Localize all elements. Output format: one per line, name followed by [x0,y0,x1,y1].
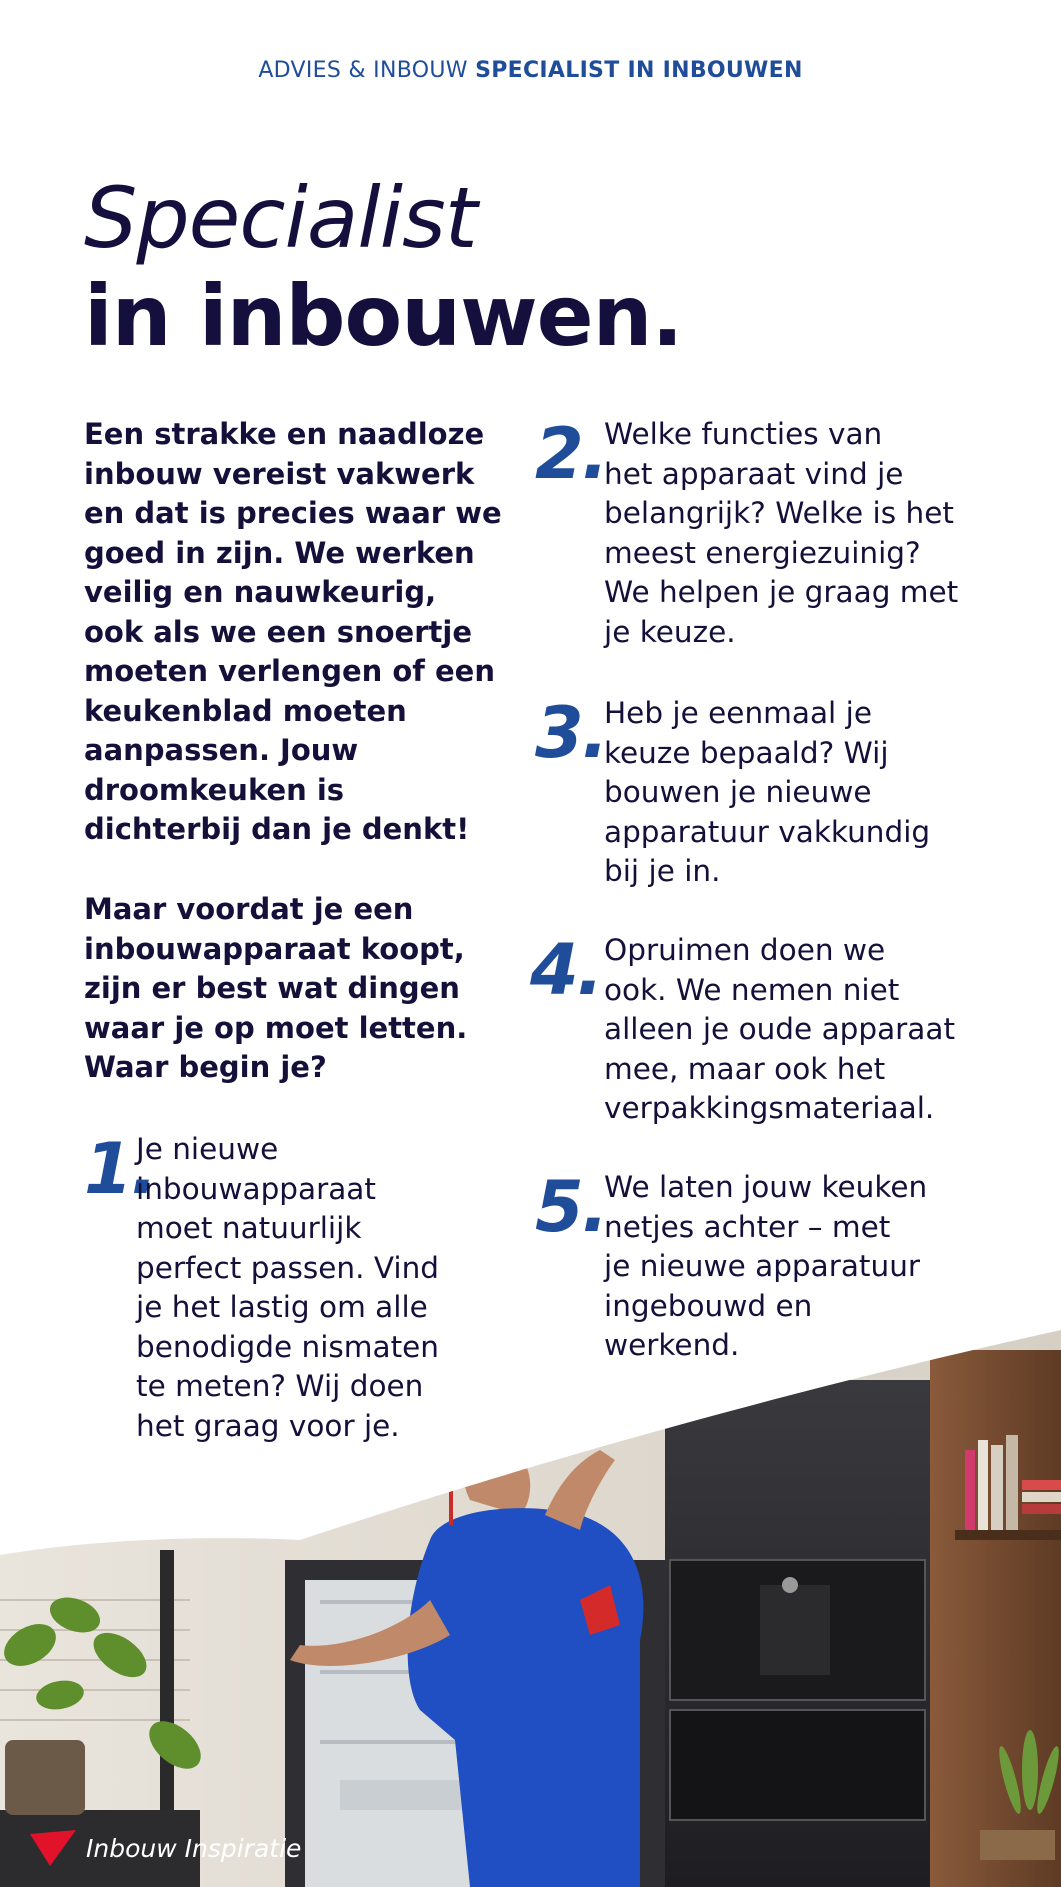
step-number: 1. [84,1128,156,1210]
installer-kitchen-photo [0,1300,1061,1887]
intro-paragraph-2: Maar voordat je een inbouwapparaat koopt, zijn er best wat dingen waar je op moet letten. Waar begin je? [84,892,468,1084]
brand-footer [28,1826,301,1870]
kicker-section: ADVIES & INBOUW [258,58,468,83]
step-number: 5. [535,1166,607,1248]
step-number: 2. [535,413,607,495]
step-text: Opruimen doen we ook. We nemen niet alleen je oude apparaat mee, maar ook het verpakkingsmateriaal. [604,933,956,1125]
kicker [0,58,1061,83]
step-text: Welke functies van het apparaat vind je belangrijk? Welke is het meest energiezuinig? We helpen je graag met je keuze. [604,417,959,649]
step-number: 4. [530,929,602,1011]
brand-label: Inbouw Inspiratie [86,1833,302,1863]
page-title-line1: Specialist [84,169,477,267]
brand-logo-icon [28,1828,78,1868]
page-title-line2: in inbouwen. [84,267,683,365]
kicker-topic: SPECIALIST IN INBOUWEN [475,58,803,83]
step-text: Heb je eenmaal je keuze bepaald? Wij bouwen je nieuwe apparatuur vakkundig bij je in. [604,696,931,888]
step-text: Je nieuwe inbouwapparaat moet natuurlijk perfect passen. Vind je het lastig om alle benodigde nismaten te meten? Wij doen het graag voor je. [136,1132,440,1443]
page-title [84,170,682,366]
intro-paragraph-1: Een strakke en naadloze inbouw vereist vakwerk en dat is precies waar we goed in zijn. We werken veilig en nauwkeurig, ook als we een snoertje moeten verlengen of een keukenblad moeten aanpassen. Jouw droomkeuken is dichterbij dan je denkt! [84,417,502,846]
step-number: 3. [535,692,607,774]
step-text: We laten jouw keuken netjes achter – met je nieuwe apparatuur ingebouwd en werkend. [604,1170,928,1362]
